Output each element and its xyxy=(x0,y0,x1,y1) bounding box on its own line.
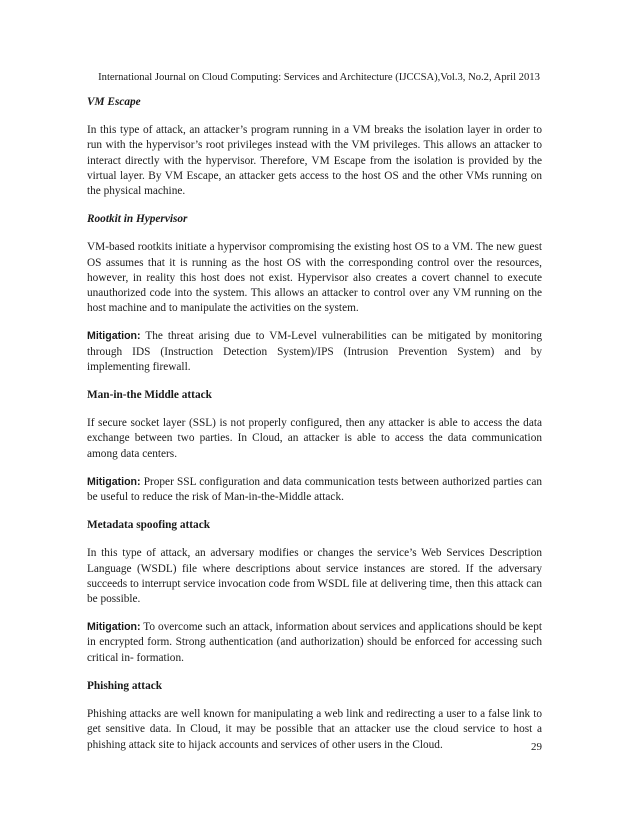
paragraph-rootkit: VM-based rootkits initiate a hypervisor compromising the existing host OS to a VM. The new guest OS assumes that it is running as the host OS with the corresponding control over the resources, however, in reality this host does not exist. Hypervisor also creates a covert channel to execute unauthorized code into the system. This allows an attacker to control over any VM running on the host machine and to manipulate the activities on the system. xyxy=(87,241,542,315)
mitigation-mitm xyxy=(87,475,542,505)
heading-phishing: Phishing attack xyxy=(87,679,163,692)
paragraph-vm-escape: In this type of attack, an attacker’s program running in a VM breaks the isolation layer in order to run with the hypervisor’s root privileges instead with the VM privileges. This allows an attacker to interact directly with the hypervisor. Therefore, VM Escape from the isolation is provided by the virtual layer. By VM Escape, an attacker gets access to the host OS and the other VMs running on the physical machine. xyxy=(87,124,542,198)
journal-header: International Journal on Cloud Computing: Services and Architecture (IJCCSA),Vol.3, No.2, April 2013 xyxy=(98,72,540,83)
heading-metadata: Metadata spoofing attack xyxy=(87,519,211,532)
mitigation-text: The threat arising due to VM-Level vulnerabilities can be mitigated by monitoring through IDS (Instruction Detection System)/IPS (Intrusion Prevention System) and by implementing firewall. xyxy=(87,330,542,373)
heading-mitm: Man-in-the Middle attack xyxy=(87,389,212,402)
paragraph-metadata: In this type of attack, an adversary modifies or changes the service’s Web Services Description Language (WSDL) file where descriptions about service instances are stored. If the adversary succeeds to interrupt service invocation code from WSDL file at delivering time, then this attack can be possible. xyxy=(87,547,542,606)
body-content xyxy=(87,95,542,766)
mitigation-label: Mitigation: xyxy=(87,475,141,488)
mitigation-metadata xyxy=(87,620,542,666)
heading-rootkit: Rootkit in Hypervisor xyxy=(87,213,188,226)
mitigation-label: Mitigation: xyxy=(87,621,141,634)
mitigation-text: To overcome such an attack, information about services and applications should be kept in encrypted form. Strong authentication (and authorization) should be enforced for accessing such critical in- formation. xyxy=(87,621,542,664)
mitigation-label: Mitigation: xyxy=(87,330,141,343)
mitigation-rootkit xyxy=(87,329,542,375)
page-number: 29 xyxy=(531,741,542,753)
paragraph-phishing: Phishing attacks are well known for manipulating a web link and redirecting a user to a false link to get sensitive data. In Cloud, it may be possible that an attacker use the cloud service to host a phishing attack site to hijack accounts and services of other users in the Cloud. xyxy=(87,708,542,751)
mitigation-text: Proper SSL configuration and data communication tests between authorized parties can be useful to reduce the risk of Man-in-the-Middle attack. xyxy=(87,475,542,504)
paragraph-mitm: If secure socket layer (SSL) is not properly configured, then any attacker is able to access the data exchange between two parties. In Cloud, an attacker is able to access the data communication among data centers. xyxy=(87,417,542,460)
heading-vm-escape: VM Escape xyxy=(87,96,141,108)
